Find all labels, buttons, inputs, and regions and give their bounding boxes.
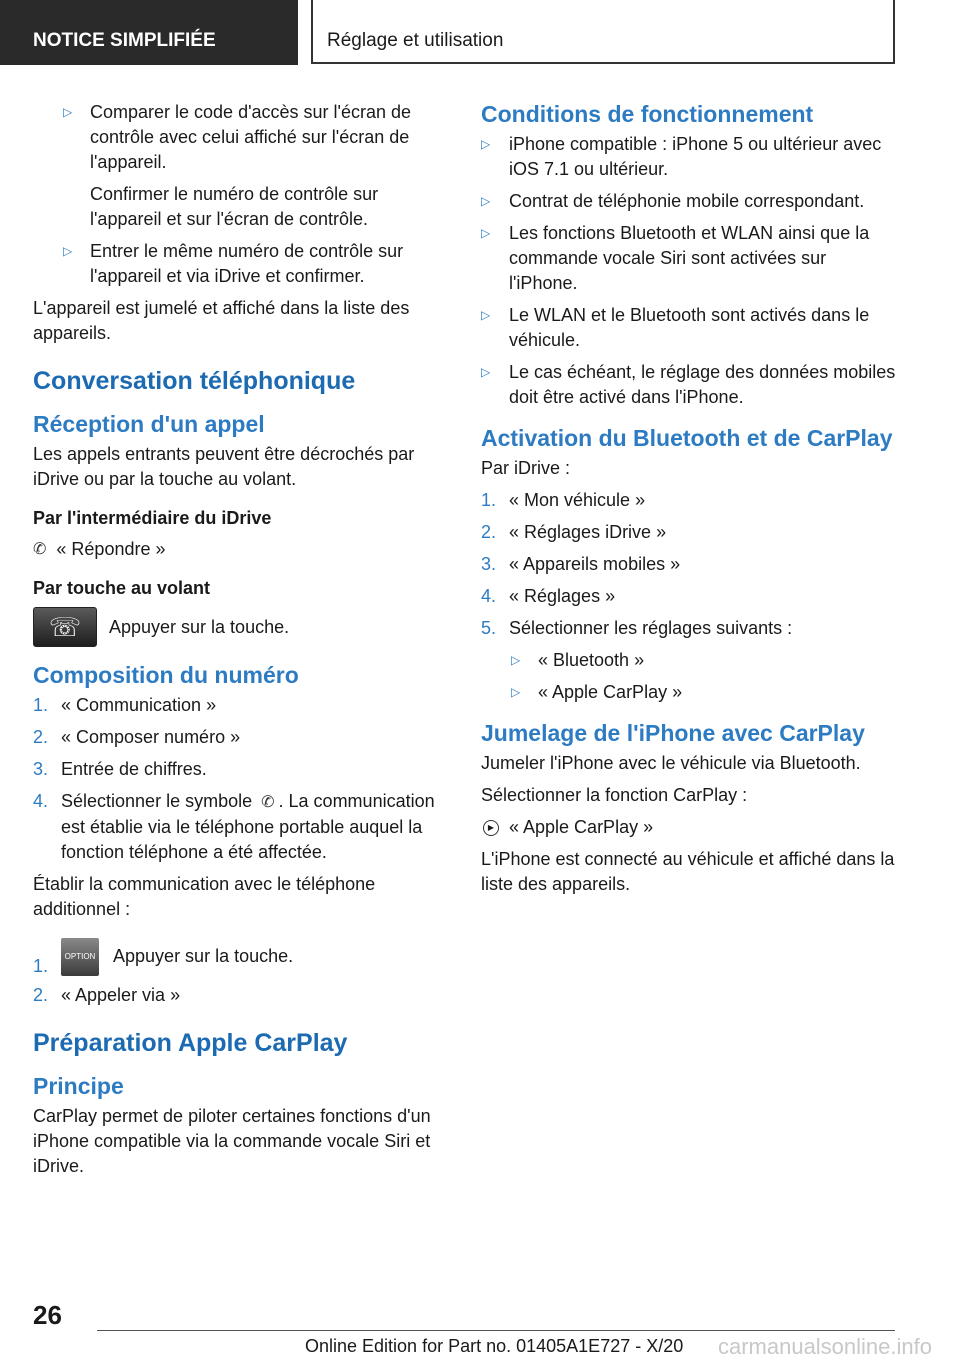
option-button-icon: OPTION (61, 938, 99, 976)
phone-handset-icon: ✆ (261, 794, 275, 811)
list-number: 5. (481, 618, 497, 638)
triangle-right-icon: ▷ (63, 244, 73, 258)
list-text: « Appareils mobiles » (509, 554, 681, 574)
list-text: « Communication » (61, 695, 217, 715)
left-column (33, 100, 445, 1186)
heading-jumelage: Jumelage de l'iPhone avec CarPlay (481, 720, 865, 746)
right-column (481, 100, 896, 904)
heading-conditions: Conditions de fonctionnement (481, 101, 814, 127)
triangle-right-icon: ▷ (481, 365, 491, 379)
paragraph: Les appels entrants peuvent être décrochés par iDrive ou par la touche au volant. (33, 444, 415, 489)
watermark: carmanualsonline.info (717, 1334, 932, 1359)
triangle-right-icon: ▷ (481, 308, 491, 322)
composition-steps (33, 693, 445, 782)
triangle-right-icon: ▷ (511, 653, 521, 667)
triangle-right-icon: ▷ (481, 137, 491, 151)
list-text: « Réglages » (509, 586, 616, 606)
list-item: 4. Sélectionner le symbole ✆ . La communication est établie via le téléphone portable auquel la fonction téléphone a été affectée. (33, 791, 435, 862)
header-chapter: Réglage et utilisation (311, 0, 895, 64)
footer-divider (97, 1330, 895, 1331)
bullet-item: ▷ Comparer le code d'accès sur l'écran de contrôle avec celui affiché sur l'écran de l'appareil. (63, 102, 412, 172)
bullet-item (481, 189, 896, 214)
activation-steps (481, 488, 896, 641)
paragraph: Sélectionner la fonction CarPlay : (481, 785, 748, 805)
bullet-text: Le cas échéant, le réglage des données mobiles doit être activé dans l'iPhone. (509, 362, 896, 407)
list-number: 1. (33, 695, 49, 715)
sub-bullet-item (481, 680, 896, 705)
list-item (481, 488, 896, 513)
footer-edition: Online Edition for Part no. 01405A1E727 - X/20 (305, 1336, 684, 1356)
list-number: 3. (33, 759, 49, 779)
triangle-right-icon: ▷ (481, 226, 491, 240)
sub-bullet-item (481, 648, 896, 673)
bullet-item: ▷ Entrer le même numéro de contrôle sur l'appareil et via iDrive et confirmer. (63, 241, 404, 286)
list-text: « Réglages iDrive » (509, 522, 667, 542)
triangle-right-icon: ▷ (511, 685, 521, 699)
carplay-line: ▶ « Apple CarPlay » (481, 815, 896, 840)
heading-activation: Activation du Bluetooth et de CarPlay (481, 425, 893, 451)
page-number: 26 (33, 1300, 62, 1330)
bullet-text: « Bluetooth » (538, 650, 645, 670)
list-item: 2. « Appeler via » (33, 985, 181, 1005)
list-item (481, 520, 896, 545)
heading-preparation: Préparation Apple CarPlay (33, 1029, 348, 1057)
bullet-continuation: Confirmer le numéro de contrôle sur l'appareil et sur l'écran de contrôle. (90, 184, 379, 229)
heading-volant: Par touche au volant (33, 578, 211, 598)
activation-substeps (481, 648, 896, 705)
list-item (33, 693, 445, 718)
bullet-text: Les fonctions Bluetooth et WLAN ainsi que la commande vocale Siri sont activées sur l'iPhone. (509, 223, 870, 293)
list-item (481, 552, 896, 577)
bullet-text: Contrat de téléphonie mobile correspondant. (509, 191, 865, 211)
conditions-list (481, 132, 896, 410)
phone-handset-icon: ✆ (33, 541, 47, 558)
bullet-item (481, 221, 896, 296)
list-text: « Composer numéro » (61, 727, 241, 747)
answer-line: ✆ « Répondre » (33, 537, 445, 562)
list-number: 2. (33, 727, 49, 747)
bullet-text: Le WLAN et le Bluetooth sont activés dans le véhicule. (509, 305, 870, 350)
list-text: Entrée de chiffres. (61, 759, 207, 779)
bullet-item (481, 360, 896, 410)
list-number: 1. (481, 490, 497, 510)
bullet-text: iPhone compatible : iPhone 5 ou ultérieur avec iOS 7.1 ou ultérieur. (509, 134, 882, 179)
phone-button-icon: ☏ (33, 607, 97, 647)
bullet-text: « Apple CarPlay » (538, 682, 683, 702)
steering-button-line: ☏ Appuyer sur la touche. (33, 607, 445, 647)
paragraph: CarPlay permet de piloter certaines fonctions d'un iPhone compatible via la commande vocale Siri et iDrive. (33, 1106, 431, 1176)
paragraph: L'iPhone est connecté au véhicule et affiché dans la liste des appareils. (481, 849, 895, 894)
list-item (33, 725, 445, 750)
triangle-right-icon: ▷ (63, 105, 73, 119)
list-number: 3. (481, 554, 497, 574)
play-circle-icon: ▶ (483, 820, 499, 836)
list-item (33, 757, 445, 782)
bullet-item (481, 132, 896, 182)
paragraph: Établir la communication avec le téléphone additionnel : (33, 874, 376, 919)
list-item (481, 584, 896, 609)
list-number: 2. (481, 522, 497, 542)
header-section: NOTICE SIMPLIFIÉE (0, 0, 298, 65)
list-number: 4. (481, 586, 497, 606)
list-item (481, 616, 896, 641)
heading-conversation: Conversation téléphonique (33, 367, 356, 395)
list-item: 1. OPTION Appuyer sur la touche. (33, 938, 445, 976)
paragraph: Jumeler l'iPhone avec le véhicule via Bluetooth. (481, 753, 861, 773)
paragraph: L'appareil est jumelé et affiché dans la liste des appareils. (33, 298, 410, 343)
bullet-item (481, 303, 896, 353)
paragraph: Par iDrive : (481, 458, 571, 478)
heading-reception: Réception d'un appel (33, 411, 265, 437)
heading-via-idrive: Par l'intermédiaire du iDrive (33, 508, 272, 528)
list-text: « Mon véhicule » (509, 490, 646, 510)
heading-composition: Composition du numéro (33, 662, 299, 688)
triangle-right-icon: ▷ (481, 194, 491, 208)
heading-principe: Principe (33, 1073, 124, 1099)
list-text: Sélectionner les réglages suivants : (509, 618, 793, 638)
